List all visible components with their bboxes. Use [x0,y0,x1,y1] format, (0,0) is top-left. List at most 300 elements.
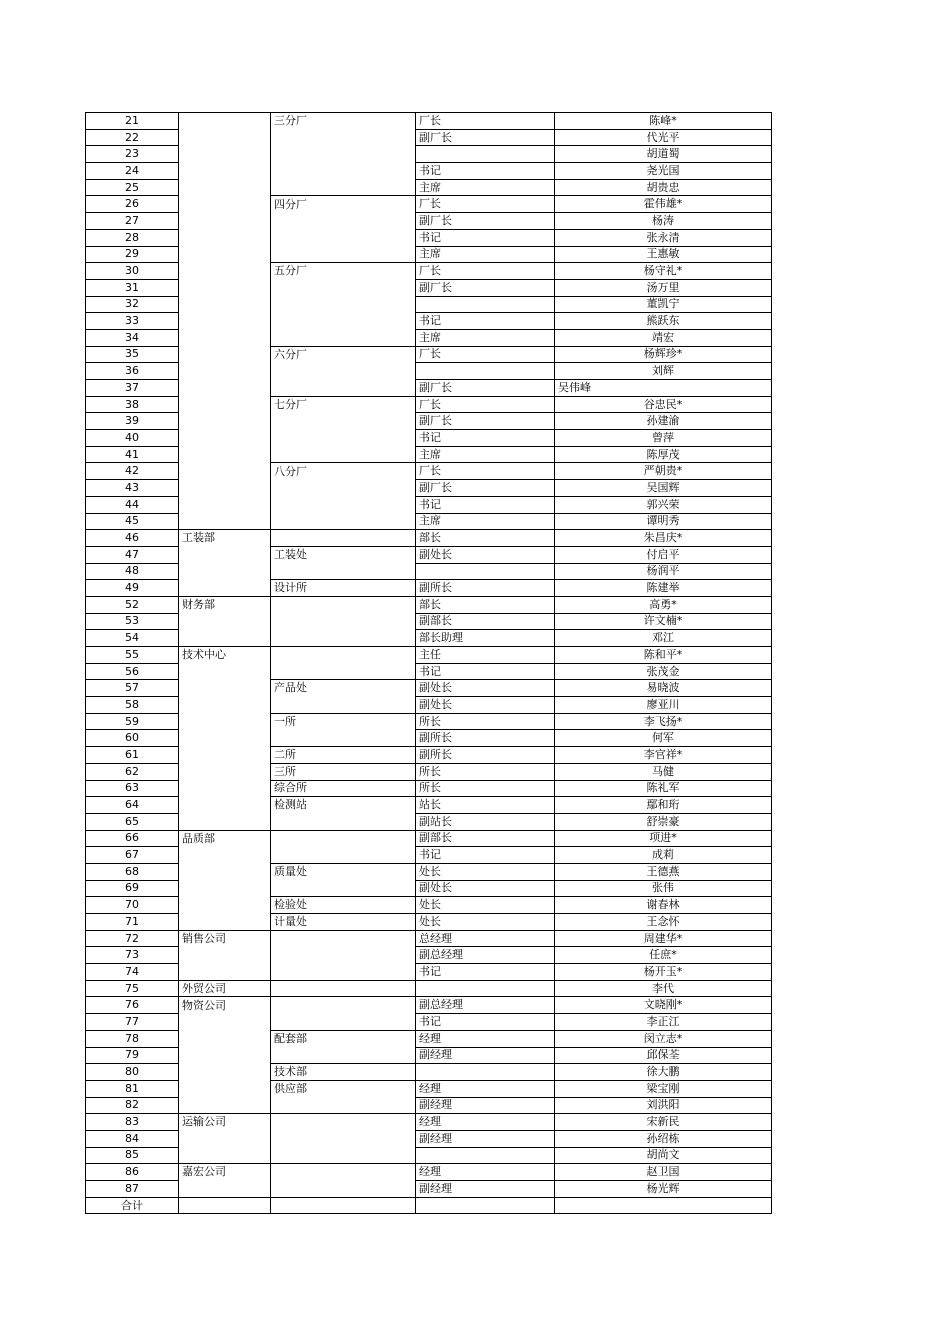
department-cell [179,1014,271,1031]
unit-cell [271,313,416,330]
row-number-cell: 43 [86,480,179,497]
title-cell: 副厂长 [416,413,555,430]
title-cell: 副总经理 [416,997,555,1014]
title-cell: 副厂长 [416,129,555,146]
unit-cell [271,279,416,296]
department-cell: 财务部 [179,596,271,613]
row-number-cell: 37 [86,380,179,397]
title-cell: 副处长 [416,880,555,897]
unit-cell [271,730,416,747]
unit-cell [271,480,416,497]
person-name-cell: 廖亚川 [555,697,772,714]
table-row [86,863,772,880]
person-name-cell: 杨辉珍* [555,346,772,363]
person-name-cell: 周建华* [555,930,772,947]
person-name-cell: 陈礼军 [555,780,772,797]
row-number-cell: 68 [86,863,179,880]
table-row [86,296,772,313]
unit-cell: 综合所 [271,780,416,797]
title-cell: 经理 [416,1114,555,1131]
department-cell [179,146,271,163]
title-cell: 副所长 [416,747,555,764]
person-name-cell: 易晓波 [555,680,772,697]
person-name-cell: 邱保荃 [555,1047,772,1064]
department-cell [179,780,271,797]
row-number-cell: 55 [86,647,179,664]
title-cell: 部长 [416,596,555,613]
department-cell [179,1064,271,1081]
table-row [86,1181,772,1198]
row-number-cell: 64 [86,797,179,814]
unit-cell: 配套部 [271,1030,416,1047]
person-name-cell: 代光平 [555,129,772,146]
unit-cell [271,380,416,397]
department-cell [179,947,271,964]
table-row [86,713,772,730]
department-cell: 销售公司 [179,930,271,947]
table-row [86,663,772,680]
table-row [86,797,772,814]
department-cell [179,813,271,830]
row-number-cell: 27 [86,213,179,230]
table-row [86,680,772,697]
person-name-cell: 杨开玉* [555,964,772,981]
unit-cell [271,697,416,714]
row-number-cell: 49 [86,580,179,597]
row-number-cell: 59 [86,713,179,730]
department-cell: 技术中心 [179,647,271,664]
table-row [86,313,772,330]
unit-cell [271,613,416,630]
person-name-cell: 邓江 [555,630,772,647]
title-cell: 厂长 [416,396,555,413]
row-number-cell: 45 [86,513,179,530]
unit-cell: 设计所 [271,580,416,597]
department-cell [179,480,271,497]
unit-cell [271,997,416,1014]
title-cell: 厂长 [416,463,555,480]
person-name-cell: 胡道蜀 [555,146,772,163]
title-cell: 副经理 [416,1130,555,1147]
row-number-cell: 29 [86,246,179,263]
table-row [86,780,772,797]
table-row [86,813,772,830]
row-number-cell: 77 [86,1014,179,1031]
row-number-cell: 39 [86,413,179,430]
person-name-cell: 舒崇豪 [555,813,772,830]
person-name-cell: 鄢和珩 [555,797,772,814]
table-row [86,1130,772,1147]
title-cell: 副部长 [416,830,555,847]
title-cell: 经理 [416,1164,555,1181]
department-cell [179,863,271,880]
table-row [86,546,772,563]
department-cell [179,1030,271,1047]
unit-cell [271,363,416,380]
title-cell: 部长 [416,530,555,547]
table-row [86,1047,772,1064]
row-number-cell: 24 [86,163,179,180]
unit-cell [271,496,416,513]
row-number-cell: 25 [86,179,179,196]
table-row [86,329,772,346]
title-cell: 书记 [416,430,555,447]
person-name-cell: 陈和平* [555,647,772,664]
table-row [86,513,772,530]
table-row [86,1014,772,1031]
department-cell: 工装部 [179,530,271,547]
department-cell [179,1147,271,1164]
title-cell: 厂长 [416,196,555,213]
table-row [86,947,772,964]
table-row [86,980,772,997]
department-cell [179,179,271,196]
department-cell [179,1181,271,1198]
person-name-cell: 李正江 [555,1014,772,1031]
title-cell: 书记 [416,847,555,864]
table-row [86,1064,772,1081]
title-cell: 副所长 [416,580,555,597]
title-cell: 副处长 [416,546,555,563]
unit-cell [271,163,416,180]
unit-cell [271,413,416,430]
table-row [86,246,772,263]
person-name-cell: 成莉 [555,847,772,864]
department-cell [179,279,271,296]
title-cell: 主席 [416,446,555,463]
person-name-cell: 刘辉 [555,363,772,380]
department-cell [179,613,271,630]
row-number-cell: 69 [86,880,179,897]
row-number-cell: 83 [86,1114,179,1131]
person-name-cell: 孙绍栋 [555,1130,772,1147]
unit-cell [271,647,416,664]
row-number-cell: 48 [86,563,179,580]
table-row [86,279,772,296]
department-cell [179,880,271,897]
department-cell [179,413,271,430]
row-number-cell: 56 [86,663,179,680]
title-cell: 处长 [416,863,555,880]
unit-cell: 五分厂 [271,263,416,280]
row-number-cell: 79 [86,1047,179,1064]
person-name-cell: 项进* [555,830,772,847]
department-cell [179,430,271,447]
table-row [86,430,772,447]
title-cell: 厂长 [416,346,555,363]
title-cell: 书记 [416,1014,555,1031]
title-cell: 书记 [416,663,555,680]
unit-cell: 技术部 [271,1064,416,1081]
department-cell [179,663,271,680]
person-name-cell: 王德燕 [555,863,772,880]
unit-cell [271,296,416,313]
person-name-cell: 梁宝刚 [555,1080,772,1097]
table-row [86,363,772,380]
row-number-cell: 21 [86,113,179,130]
unit-cell [271,129,416,146]
row-number-cell: 41 [86,446,179,463]
department-cell [179,1097,271,1114]
table-row [86,530,772,547]
table-row [86,1114,772,1131]
title-cell: 所长 [416,780,555,797]
row-number-cell: 76 [86,997,179,1014]
table-row [86,647,772,664]
title-cell: 副所长 [416,730,555,747]
row-number-cell: 85 [86,1147,179,1164]
unit-cell [271,1197,416,1214]
title-cell: 书记 [416,496,555,513]
table-row [86,446,772,463]
row-number-cell: 86 [86,1164,179,1181]
department-cell [179,763,271,780]
title-cell: 主席 [416,513,555,530]
table-row [86,229,772,246]
department-cell [179,964,271,981]
person-name-cell: 胡贵忠 [555,179,772,196]
department-cell: 嘉宏公司 [179,1164,271,1181]
unit-cell [271,1130,416,1147]
unit-cell [271,1014,416,1031]
title-cell: 副经理 [416,1047,555,1064]
row-number-cell: 28 [86,229,179,246]
table-row [86,1097,772,1114]
person-name-cell: 徐大鹏 [555,1064,772,1081]
row-number-cell: 73 [86,947,179,964]
person-name-cell: 马健 [555,763,772,780]
title-cell: 厂长 [416,263,555,280]
unit-cell [271,596,416,613]
unit-cell: 检验处 [271,897,416,914]
row-number-cell: 65 [86,813,179,830]
department-cell [179,1080,271,1097]
person-name-cell: 汤万里 [555,279,772,296]
title-cell: 副厂长 [416,480,555,497]
department-cell [179,263,271,280]
title-cell: 处长 [416,914,555,931]
department-cell [179,446,271,463]
title-cell: 书记 [416,313,555,330]
unit-cell [271,930,416,947]
unit-cell [271,1181,416,1198]
person-name-cell: 吴伟峰 [555,380,772,397]
title-cell: 副站长 [416,813,555,830]
unit-cell: 一所 [271,713,416,730]
person-name-cell: 严朝贵* [555,463,772,480]
table-row [86,213,772,230]
row-number-cell: 54 [86,630,179,647]
row-number-cell: 30 [86,263,179,280]
unit-cell [271,179,416,196]
unit-cell [271,813,416,830]
department-cell [179,630,271,647]
unit-cell: 二所 [271,747,416,764]
department-cell [179,580,271,597]
person-name-cell: 高勇* [555,596,772,613]
title-cell: 经理 [416,1030,555,1047]
title-cell: 总经理 [416,930,555,947]
department-cell [179,196,271,213]
department-cell [179,496,271,513]
table-row [86,847,772,864]
table-row [86,179,772,196]
unit-cell [271,1114,416,1131]
title-cell: 所长 [416,713,555,730]
person-name-cell: 谭明秀 [555,513,772,530]
table-row [86,196,772,213]
table-row [86,880,772,897]
table-row [86,263,772,280]
unit-cell [271,229,416,246]
row-number-cell: 36 [86,363,179,380]
person-name-cell: 张茂金 [555,663,772,680]
row-number-cell: 46 [86,530,179,547]
person-name-cell: 付启平 [555,546,772,563]
title-cell: 书记 [416,163,555,180]
department-cell [179,1130,271,1147]
person-name-cell: 熊跃东 [555,313,772,330]
department-cell: 外贸公司 [179,980,271,997]
row-number-cell: 70 [86,897,179,914]
department-cell [179,546,271,563]
title-cell [416,146,555,163]
table-row [86,1030,772,1047]
unit-cell [271,1047,416,1064]
row-number-cell: 23 [86,146,179,163]
unit-cell [271,246,416,263]
department-cell [179,747,271,764]
table-row [86,396,772,413]
table-row [86,930,772,947]
unit-cell: 六分厂 [271,346,416,363]
row-number-cell: 31 [86,279,179,296]
row-number-cell: 42 [86,463,179,480]
row-number-cell: 26 [86,196,179,213]
row-number-cell: 78 [86,1030,179,1047]
person-name-cell: 王惠敏 [555,246,772,263]
person-name-cell: 许文楠* [555,613,772,630]
person-name-cell: 尧光国 [555,163,772,180]
title-cell [416,363,555,380]
title-cell: 副部长 [416,613,555,630]
row-number-cell: 47 [86,546,179,563]
person-name-cell: 谷忠民* [555,396,772,413]
title-cell: 主任 [416,647,555,664]
row-number-cell: 66 [86,830,179,847]
table-row [86,1080,772,1097]
person-name-cell: 陈峰* [555,113,772,130]
table-row [86,380,772,397]
person-name-cell [555,1197,772,1214]
table-row [86,830,772,847]
unit-cell: 四分厂 [271,196,416,213]
department-cell [179,914,271,931]
table-row [86,763,772,780]
title-cell: 副厂长 [416,380,555,397]
table-row [86,113,772,130]
table-row [86,480,772,497]
unit-cell [271,947,416,964]
department-cell [179,246,271,263]
department-cell [179,313,271,330]
title-cell: 主席 [416,246,555,263]
person-name-cell: 杨守礼* [555,263,772,280]
table-row [86,964,772,981]
title-cell: 经理 [416,1080,555,1097]
row-number-cell: 57 [86,680,179,697]
unit-cell [271,213,416,230]
row-number-cell: 52 [86,596,179,613]
person-name-cell: 文晓刚* [555,997,772,1014]
title-cell [416,296,555,313]
person-name-cell: 董凯宁 [555,296,772,313]
row-number-cell: 71 [86,914,179,931]
title-cell: 主席 [416,329,555,346]
title-cell: 站长 [416,797,555,814]
unit-cell [271,146,416,163]
department-cell [179,513,271,530]
table-row [86,1164,772,1181]
person-name-cell: 杨涛 [555,213,772,230]
unit-cell [271,430,416,447]
unit-cell [271,847,416,864]
row-number-cell: 75 [86,980,179,997]
title-cell: 书记 [416,229,555,246]
row-number-cell: 61 [86,747,179,764]
row-number-cell: 60 [86,730,179,747]
title-cell: 处长 [416,897,555,914]
unit-cell [271,1164,416,1181]
row-number-cell: 34 [86,329,179,346]
table-row [86,146,772,163]
title-cell: 厂长 [416,113,555,130]
person-name-cell: 张永清 [555,229,772,246]
title-cell: 部长助理 [416,630,555,647]
person-name-cell: 闵立志* [555,1030,772,1047]
unit-cell [271,1147,416,1164]
row-number-cell: 87 [86,1181,179,1198]
title-cell: 副处长 [416,697,555,714]
person-name-cell: 谢春林 [555,897,772,914]
table-row [86,163,772,180]
department-cell [179,1047,271,1064]
table-row [86,897,772,914]
row-number-cell: 22 [86,129,179,146]
row-number-cell: 44 [86,496,179,513]
unit-cell: 检测站 [271,797,416,814]
title-cell: 主席 [416,179,555,196]
table-row [86,496,772,513]
department-cell [179,296,271,313]
row-number-cell: 67 [86,847,179,864]
row-number-cell: 80 [86,1064,179,1081]
department-cell [179,229,271,246]
title-cell: 副总经理 [416,947,555,964]
department-cell [179,213,271,230]
title-cell: 所长 [416,763,555,780]
unit-cell: 计量处 [271,914,416,931]
person-name-cell: 任庶* [555,947,772,964]
department-cell [179,163,271,180]
title-cell: 副厂长 [416,279,555,296]
department-cell [179,730,271,747]
person-name-cell: 王念怀 [555,914,772,931]
department-cell [179,463,271,480]
table-row [86,346,772,363]
department-cell [179,396,271,413]
person-name-cell: 刘洪阳 [555,1097,772,1114]
